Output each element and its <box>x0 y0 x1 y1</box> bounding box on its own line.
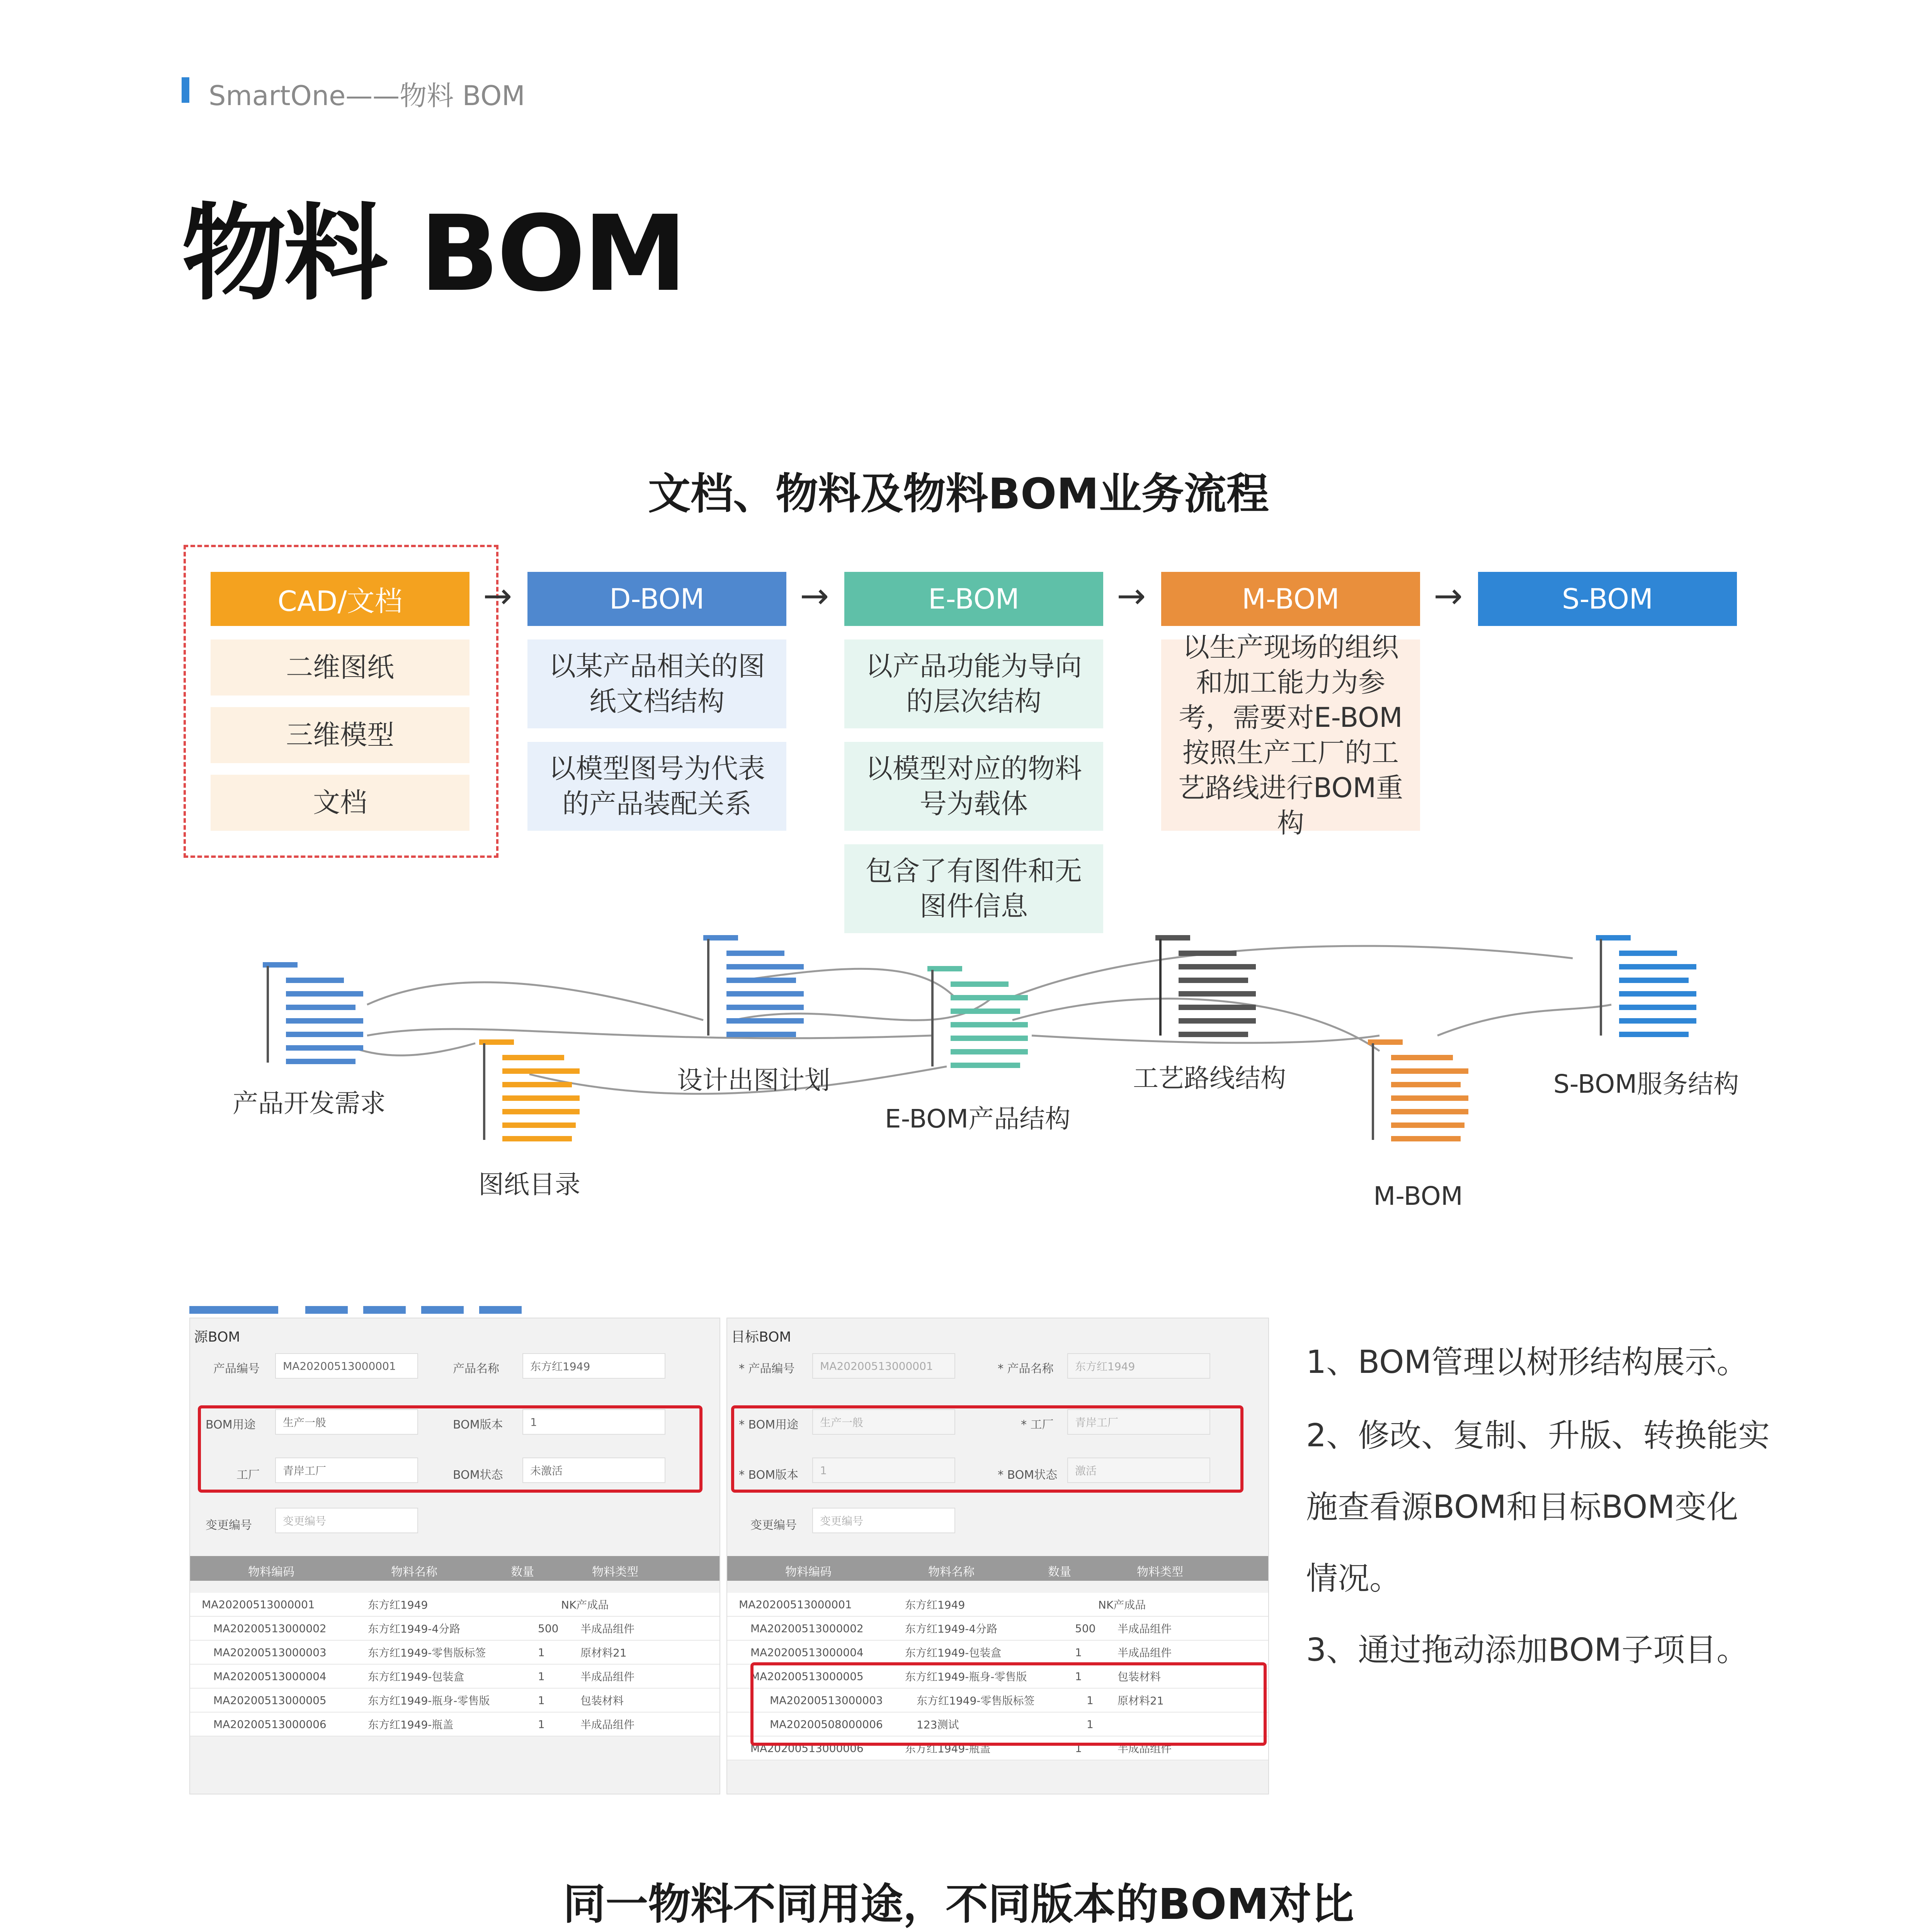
bom-usage-select[interactable]: 生产一般 <box>812 1409 955 1435</box>
table-header: 物料编码 物料名称 数量 物料类型 <box>190 1556 720 1581</box>
field-label: BOM用途 <box>206 1418 256 1432</box>
flow-head-ebom: E-BOM <box>844 572 1103 626</box>
bom-usage-select[interactable]: 生产一般 <box>275 1409 418 1435</box>
table-row[interactable]: MA20200513000001 东方红1949 NK产成品 <box>190 1593 720 1617</box>
field-label: 工厂 <box>236 1468 260 1482</box>
cad-item: 二维图纸 <box>211 639 469 696</box>
table-row[interactable]: MA20200513000003 东方红1949-零售版标签 1 原材料21 <box>727 1689 1268 1713</box>
product-code-input[interactable]: MA20200513000001 <box>812 1353 955 1379</box>
field-label: BOM版本 <box>453 1418 503 1432</box>
change-number-input[interactable]: 变更编号 <box>812 1508 955 1533</box>
field-label: BOM状态 <box>453 1468 503 1482</box>
source-bom-table <box>190 1593 720 1736</box>
target-title: 目标BOM <box>731 1329 791 1345</box>
product-name-input[interactable]: 东方红1949 <box>1067 1353 1210 1379</box>
tree-label: M-BOM <box>1373 1181 1463 1211</box>
table-row[interactable]: MA20200508000006 123测试 1 <box>727 1713 1268 1736</box>
flow-head-dbom: D-BOM <box>527 572 786 626</box>
header-accent-bar <box>182 77 189 103</box>
note-line: 施查看源BOM和目标BOM变化 <box>1306 1489 1738 1526</box>
arrow-right-icon: → <box>1434 576 1463 616</box>
note-line: 2、修改、复制、升版、转换能实 <box>1306 1417 1770 1454</box>
table-row[interactable]: MA20200513000006 东方红1949-瓶盖 1 半成品组件 <box>190 1713 720 1736</box>
note-line: 1、BOM管理以树形结构展示。 <box>1306 1344 1749 1381</box>
field-label: * 工厂 <box>1021 1418 1054 1432</box>
bom-status-select[interactable]: 激活 <box>1067 1458 1210 1483</box>
top-tabs <box>189 1306 614 1314</box>
note-line: 情况。 <box>1306 1560 1402 1597</box>
flow-head-cad: CAD/文档 <box>211 572 469 626</box>
cad-item: 文档 <box>211 775 469 831</box>
table-row[interactable]: MA20200513000005 东方红1949-瓶身-零售版 1 包装材料 <box>190 1689 720 1713</box>
tree-label: 产品开发需求 <box>233 1088 386 1118</box>
bom-version-select[interactable]: 1 <box>812 1458 955 1483</box>
field-label: 变更编号 <box>206 1519 252 1532</box>
page-title: 物料 BOM <box>182 193 685 315</box>
product-code-input[interactable]: MA20200513000001 <box>275 1353 418 1379</box>
source-bom-panel <box>189 1318 720 1794</box>
arrow-right-icon: → <box>800 576 829 616</box>
flow-title: 文档、物料及物料BOM业务流程 <box>648 469 1269 519</box>
cad-item: 三维模型 <box>211 707 469 763</box>
tree-label: 图纸目录 <box>478 1170 580 1199</box>
field-label: 产品编号 <box>213 1362 260 1376</box>
tree-label: 工艺路线结构 <box>1133 1063 1286 1093</box>
highlight-box <box>750 1662 1267 1746</box>
tree-icon-blue <box>1596 935 1696 1043</box>
field-label: 产品名称 <box>453 1362 499 1376</box>
factory-select[interactable]: 青岸工厂 <box>275 1458 418 1483</box>
table-row[interactable]: MA20200513000002 东方红1949-4分路 500 半成品组件 <box>190 1617 720 1641</box>
arrow-right-icon: → <box>483 576 512 616</box>
field-label: * 产品编号 <box>739 1362 795 1376</box>
ebom-item: 以产品功能为导向的层次结构 <box>844 639 1103 728</box>
field-label: * BOM状态 <box>998 1468 1058 1482</box>
flow-head-mbom: M-BOM <box>1161 572 1420 626</box>
field-label: 变更编号 <box>750 1519 797 1532</box>
compare-title: 同一物料不同用途，不同版本的BOM对比 <box>563 1879 1354 1929</box>
table-row[interactable]: MA20200513000004 东方红1949-包装盒 1 半成品组件 <box>190 1665 720 1689</box>
bom-status-select[interactable]: 未激活 <box>522 1458 665 1483</box>
product-name-input[interactable]: 东方红1949 <box>522 1353 665 1379</box>
ebom-item: 以模型对应的物料号为载体 <box>844 742 1103 831</box>
table-header: 物料编码 物料名称 数量 物料类型 <box>727 1556 1268 1581</box>
change-number-input[interactable]: 变更编号 <box>275 1508 418 1533</box>
table-row[interactable]: MA20200513000002 东方红1949-4分路 500 半成品组件 <box>727 1617 1268 1641</box>
note-line: 3、通过拖动添加BOM子项目。 <box>1306 1632 1749 1668</box>
running-title: SmartOne——物料 BOM <box>209 80 525 112</box>
tree-icon-teal <box>927 966 1028 1074</box>
dbom-item: 以某产品相关的图纸文档结构 <box>527 639 786 728</box>
mbom-item: 以生产现场的组织和加工能力为参考，需要对E-BOM按照生产工厂的工艺路线进行BOM重构 <box>1161 639 1420 831</box>
tree-label: S-BOM服务结构 <box>1553 1069 1739 1099</box>
tree-label: 设计出图计划 <box>677 1065 830 1095</box>
dbom-item: 以模型图号为代表的产品装配关系 <box>527 742 786 831</box>
flow-head-sbom: S-BOM <box>1478 572 1737 626</box>
ebom-item: 包含了有图件和无图件信息 <box>844 844 1103 933</box>
field-label: * 产品名称 <box>998 1362 1054 1376</box>
bom-version-select[interactable]: 1 <box>522 1409 665 1435</box>
tree-icon-orange <box>1368 1039 1468 1148</box>
tree-icon-blue <box>703 935 804 1043</box>
field-label: * BOM版本 <box>739 1468 799 1482</box>
source-title: 源BOM <box>194 1329 240 1345</box>
table-row[interactable]: MA20200513000001 东方红1949 NK产成品 <box>727 1593 1268 1617</box>
table-row[interactable]: MA20200513000005 东方红1949-瓶身-零售版 1 包装材料 <box>727 1665 1268 1689</box>
arrow-right-icon: → <box>1117 576 1146 616</box>
field-label: * BOM用途 <box>739 1418 799 1432</box>
table-row[interactable]: MA20200513000004 东方红1949-包装盒 1 半成品组件 <box>727 1641 1268 1665</box>
table-row[interactable]: MA20200513000003 东方红1949-零售版标签 1 原材料21 <box>190 1641 720 1665</box>
target-bom-panel <box>726 1318 1269 1794</box>
tree-icon-blue <box>263 962 363 1070</box>
tree-label: E-BOM产品结构 <box>885 1104 1071 1134</box>
tree-icon-orange <box>479 1039 580 1148</box>
factory-select[interactable]: 青岸工厂 <box>1067 1409 1210 1435</box>
tree-icon-gray <box>1155 935 1256 1043</box>
table-row[interactable]: MA20200513000006 东方红1949-瓶盖 1 半成品组件 <box>727 1736 1268 1760</box>
